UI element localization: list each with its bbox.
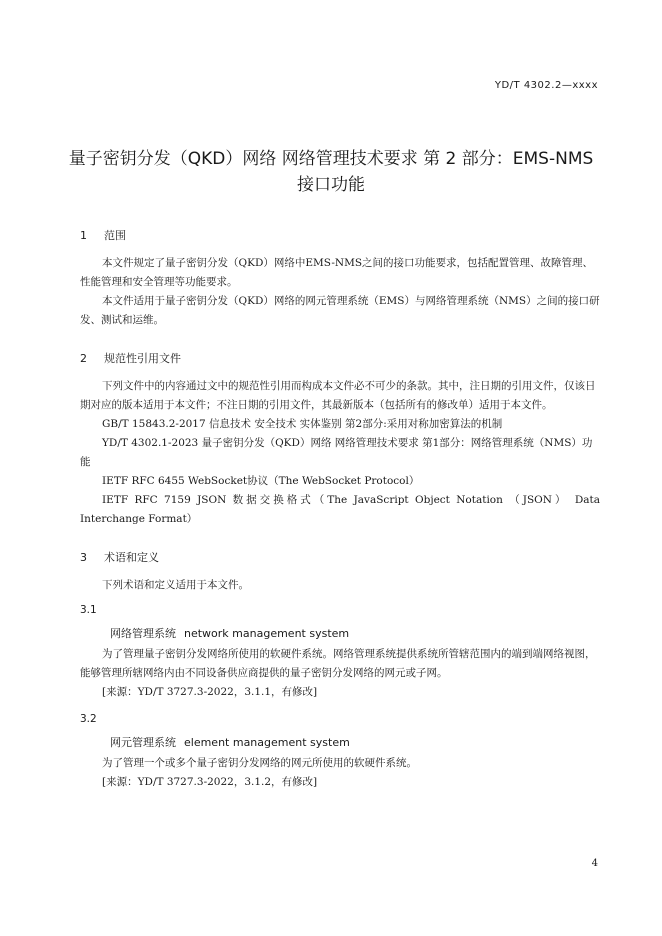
normative-reference-2: YD/T 4302.1-2023 量子密钥分发（QKD）网络 网络管理技术要求 第1部分：网络管理系统（NMS）功能 <box>80 437 593 468</box>
term-3-1-number: 3.1 <box>80 604 97 616</box>
title-line-2: 接口功能 <box>297 175 365 195</box>
term-3-2-number: 3.2 <box>80 713 97 725</box>
scope-paragraph-2: 本文件适用于量子密钥分发（QKD）网络的网元管理系统（EMS）与网络管理系统（NMS）之间的接口研发、测试和运维。 <box>80 295 600 326</box>
section-number: 3 <box>80 551 87 564</box>
section-2-heading <box>80 349 600 368</box>
title-line-1: 量子密钥分发（QKD）网络 网络管理技术要求 第 2 部分：EMS-NMS <box>68 149 594 169</box>
normative-reference-3: IETF RFC 6455 WebSocket协议（The WebSocket Protocol） <box>102 475 420 487</box>
section-number: 2 <box>80 352 87 365</box>
term-chinese: 网元管理系统 <box>110 736 176 749</box>
term-3-1-definition: 为了管理量子密钥分发网络所使用的软硬件系统。网络管理系统提供系统所管辖范围内的端到端网络视图，能够管理所辖网络内由不同设备供应商提供的量子密钥分发网络的网元或子网。 <box>80 648 596 679</box>
terms-intro-paragraph: 下列术语和定义适用于本文件。 <box>102 579 249 591</box>
term-3-2-definition: 为了管理一个或多个量子密钥分发网络的网元所使用的软硬件系统。 <box>102 757 417 769</box>
term-english: network management system <box>184 627 350 640</box>
normative-reference-4-line-1: IETF RFC 7159 JSON 数据交换格式（The JavaScript Object Notation （JSON） Data <box>102 494 600 506</box>
term-3-2-name <box>80 733 600 752</box>
normative-reference-1: GB/T 15843.2-2017 信息技术 安全技术 实体鉴别 第2部分:采用对称加密算法的机制 <box>102 418 503 430</box>
document-id: YD/T 4302.2—xxxx <box>494 80 598 91</box>
section-number: 1 <box>80 229 87 242</box>
normative-intro-paragraph: 下列文件中的内容通过文中的规范性引用而构成本文件必不可少的条款。其中，注日期的引用文件，仅该日期对应的版本适用于本文件；不注日期的引用文件，其最新版本（包括所有的修改单）适用于本文件。 <box>80 380 596 411</box>
term-3-1-source: [来源：YD/T 3727.3-2022，3.1.1，有修改] <box>102 686 318 698</box>
section-1-heading <box>80 226 600 245</box>
document-title <box>60 146 602 198</box>
section-title: 术语和定义 <box>104 551 159 564</box>
section-title: 规范性引用文件 <box>104 352 181 365</box>
scope-paragraph-1: 本文件规定了量子密钥分发（QKD）网络中EMS-NMS之间的接口功能要求，包括配置管理、故障管理、性能管理和安全管理等功能要求。 <box>80 257 594 288</box>
normative-reference-4-line-2: Interchange Format） <box>80 513 198 525</box>
term-3-2-source: [来源：YD/T 3727.3-2022，3.1.2，有修改] <box>102 776 318 788</box>
term-chinese: 网络管理系统 <box>110 627 176 640</box>
term-english: element management system <box>184 736 350 749</box>
section-3-heading <box>80 548 600 567</box>
term-3-1-name <box>80 624 600 643</box>
section-title: 范围 <box>104 229 126 242</box>
page-number: 4 <box>591 858 598 869</box>
document-body <box>80 226 600 792</box>
